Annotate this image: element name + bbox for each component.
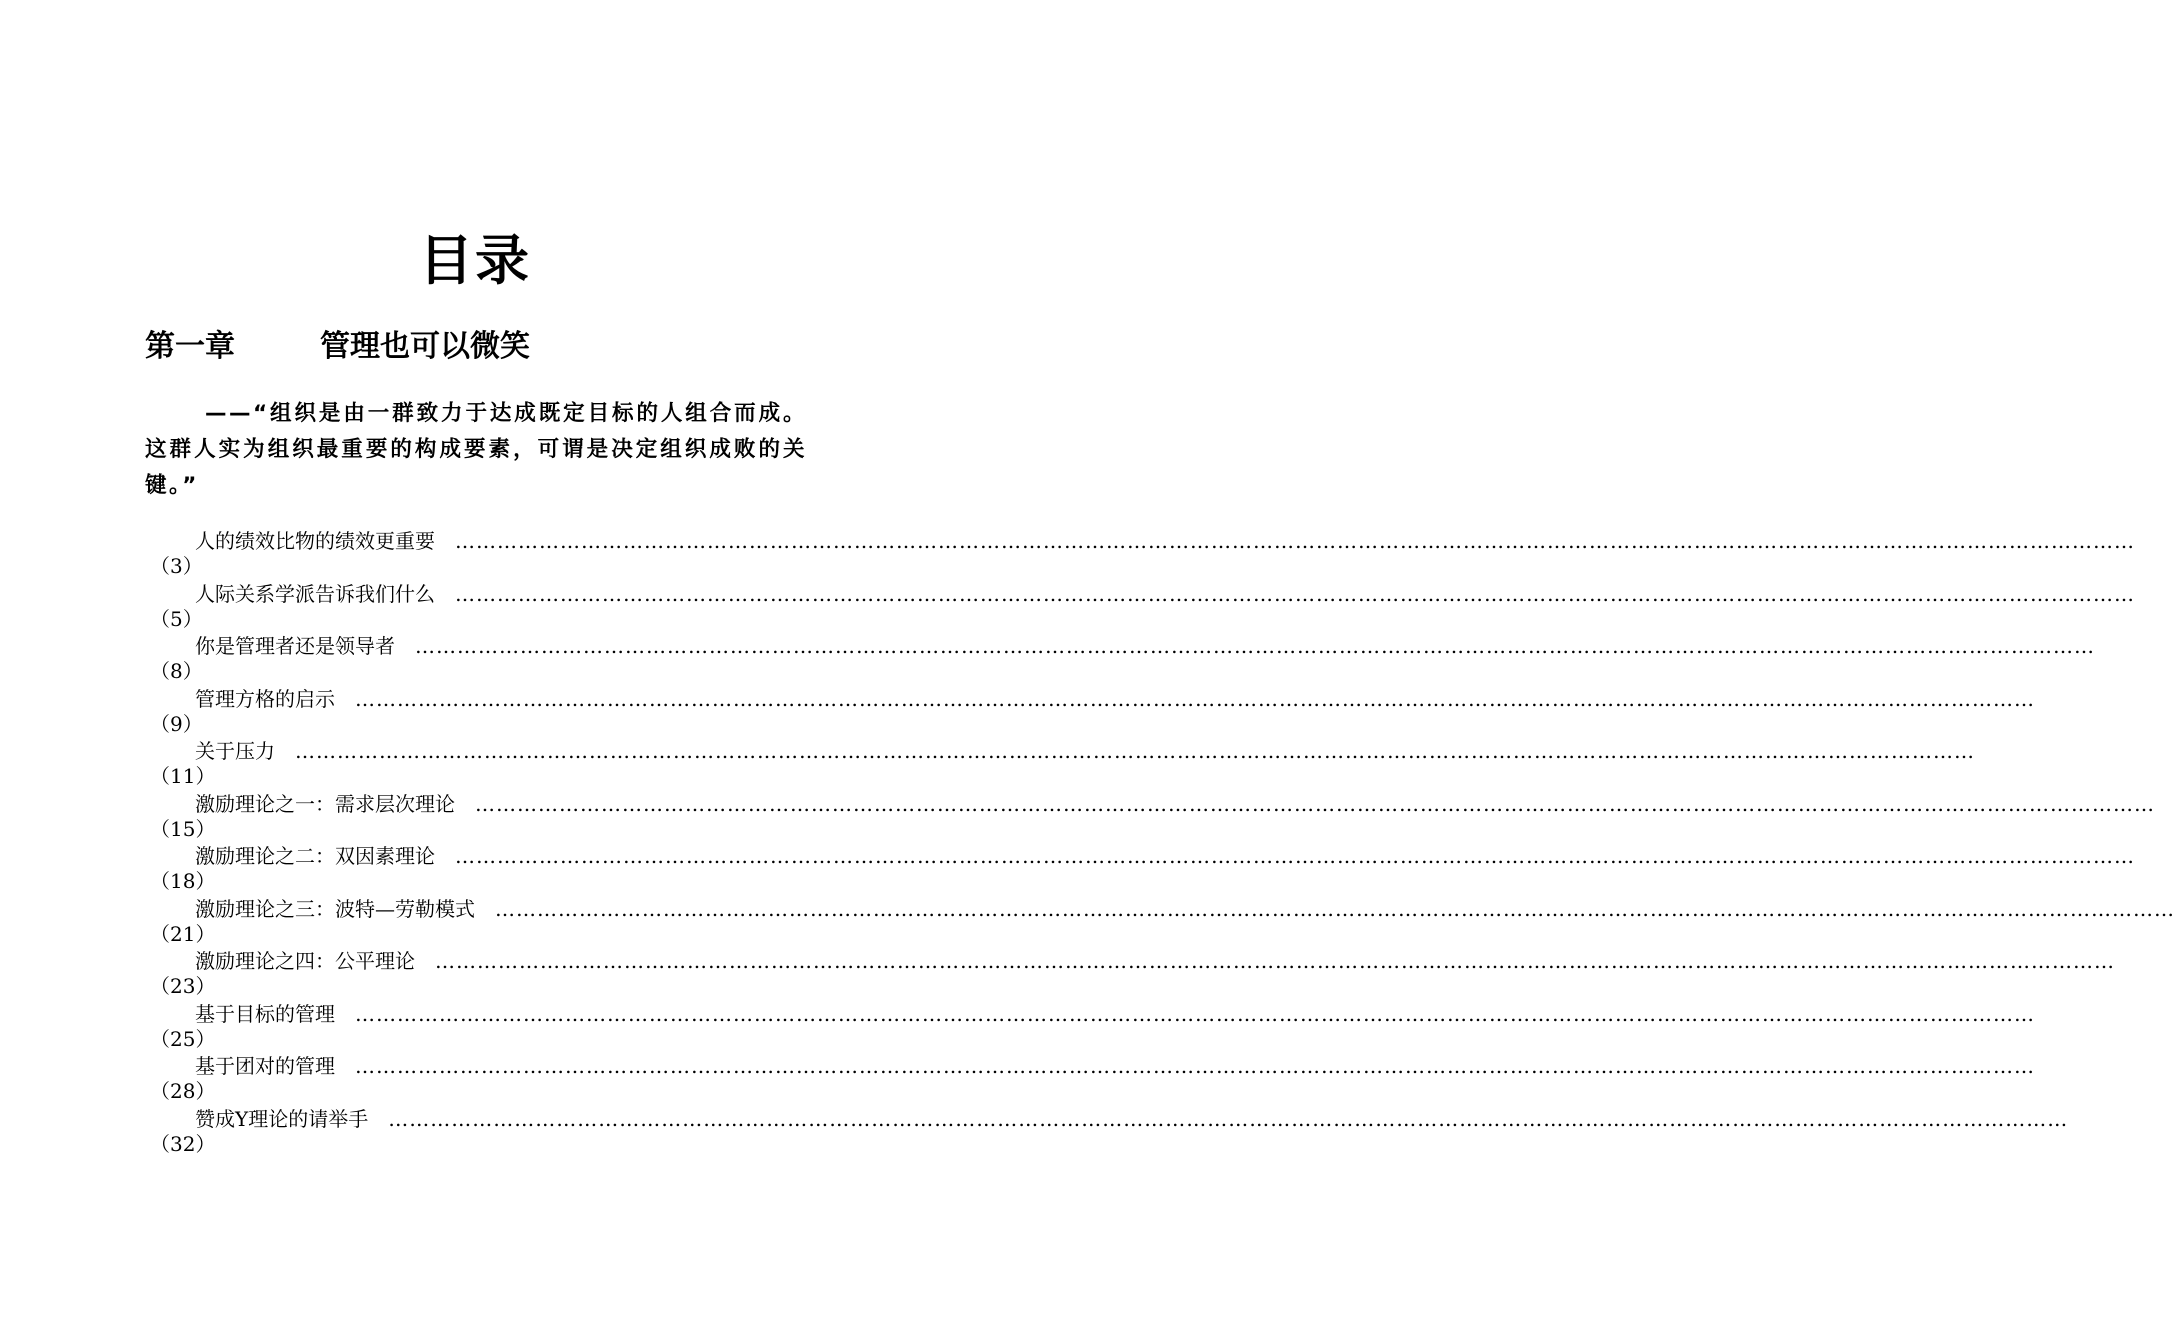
chapter-number: 第一章 xyxy=(145,329,235,364)
toc-row xyxy=(150,946,2115,976)
toc-entry-page: （28） xyxy=(150,1079,216,1103)
toc-entry xyxy=(150,841,2135,894)
toc-entry xyxy=(150,631,2095,684)
toc-row xyxy=(150,1051,2035,1081)
toc-entry xyxy=(150,946,2115,999)
toc-entry-title: 激励理论之一：需求层次理论 xyxy=(195,791,455,816)
toc-entry-title: 人际关系学派告诉我们什么 xyxy=(195,581,435,606)
toc-entry xyxy=(150,579,2135,632)
toc-entry-page: （32） xyxy=(150,1131,216,1156)
toc-entry xyxy=(150,999,2035,1052)
toc-row xyxy=(150,841,2135,871)
chapter-name: 管理也可以微笑 xyxy=(320,329,530,364)
toc-entry-page: （5） xyxy=(150,606,203,631)
chapter-quote: ——“组织是由一群致力于达成既定目标的人组合而成。这群人实为组织最重要的构成要素，可谓是决定组织成败的关键。” xyxy=(145,401,807,498)
toc-leader-dots: …………………………………………………………………………………………………………………………………………………………………………………………………………………… xyxy=(455,529,2135,553)
toc-leader-dots: …………………………………………………………………………………………………………………………………………………………………………………………………………………… xyxy=(475,791,2155,816)
toc-entry-title: 激励理论之三：波特—劳勒模式 xyxy=(195,896,475,921)
toc-entry-page: （23） xyxy=(150,974,216,998)
chapter-heading xyxy=(145,327,805,367)
toc-row xyxy=(150,894,2175,924)
toc-entry-title: 管理方格的启示 xyxy=(195,686,335,711)
toc-row xyxy=(150,684,2035,714)
toc-row xyxy=(150,631,2095,661)
toc-entry xyxy=(150,894,2175,947)
toc-row xyxy=(150,526,2135,556)
table-of-contents xyxy=(150,526,2175,1156)
toc-entry-title: 赞成Y理论的请举手 xyxy=(195,1106,369,1131)
toc-entry-title: 人的绩效比物的绩效更重要 xyxy=(195,529,435,553)
toc-leader-dots: …………………………………………………………………………………………………………………………………………………………………………………………………………………… xyxy=(355,686,2035,711)
toc-leader-dots: …………………………………………………………………………………………………………………………………………………………………………………………………………………… xyxy=(435,949,2115,973)
toc-leader-dots: …………………………………………………………………………………………………………………………………………………………………………………………………………………… xyxy=(415,634,2095,658)
toc-row xyxy=(150,579,2135,609)
toc-entry-title: 关于压力 xyxy=(195,739,275,763)
toc-entry-page: （18） xyxy=(150,869,216,893)
toc-entry-page: （11） xyxy=(150,764,216,788)
toc-entry-title: 你是管理者还是领导者 xyxy=(195,634,395,658)
toc-leader-dots: …………………………………………………………………………………………………………………………………………………………………………………………………………………… xyxy=(495,896,2175,921)
toc-entry-page: （25） xyxy=(150,1026,216,1051)
toc-entry-title: 基于目标的管理 xyxy=(195,1001,335,1026)
toc-row xyxy=(150,789,2155,819)
toc-entry-title: 基于团对的管理 xyxy=(195,1054,335,1078)
toc-entry xyxy=(150,736,1975,789)
toc-row xyxy=(150,1104,2069,1134)
toc-leader-dots: …………………………………………………………………………………………………………………………………………………………………………………………………………………… xyxy=(355,1001,2035,1026)
toc-entry xyxy=(150,789,2155,842)
toc-entry-title: 激励理论之二：双因素理论 xyxy=(195,844,435,868)
toc-entry xyxy=(150,1051,2035,1104)
toc-leader-dots: …………………………………………………………………………………………………………………………………………………………………………………………………………………… xyxy=(388,1106,2069,1131)
toc-entry xyxy=(150,526,2135,579)
toc-entry-page: （3） xyxy=(150,554,203,578)
toc-entry xyxy=(150,1104,2069,1157)
toc-entry-page: （21） xyxy=(150,921,216,946)
toc-leader-dots: …………………………………………………………………………………………………………………………………………………………………………………………………………………… xyxy=(455,581,2135,606)
toc-entry-page: （9） xyxy=(150,711,203,736)
toc-entry-page: （15） xyxy=(150,816,216,841)
toc-entry-title: 激励理论之四：公平理论 xyxy=(195,949,415,973)
toc-entry-page: （8） xyxy=(150,659,203,683)
toc-entry xyxy=(150,684,2035,737)
toc-leader-dots: …………………………………………………………………………………………………………………………………………………………………………………………………………………… xyxy=(355,1054,2035,1078)
page-title: 目录 xyxy=(419,229,531,292)
toc-leader-dots: …………………………………………………………………………………………………………………………………………………………………………………………………………………… xyxy=(295,739,1975,763)
toc-row xyxy=(150,736,1975,766)
toc-leader-dots: …………………………………………………………………………………………………………………………………………………………………………………………………………………… xyxy=(455,844,2135,868)
toc-row xyxy=(150,999,2035,1029)
